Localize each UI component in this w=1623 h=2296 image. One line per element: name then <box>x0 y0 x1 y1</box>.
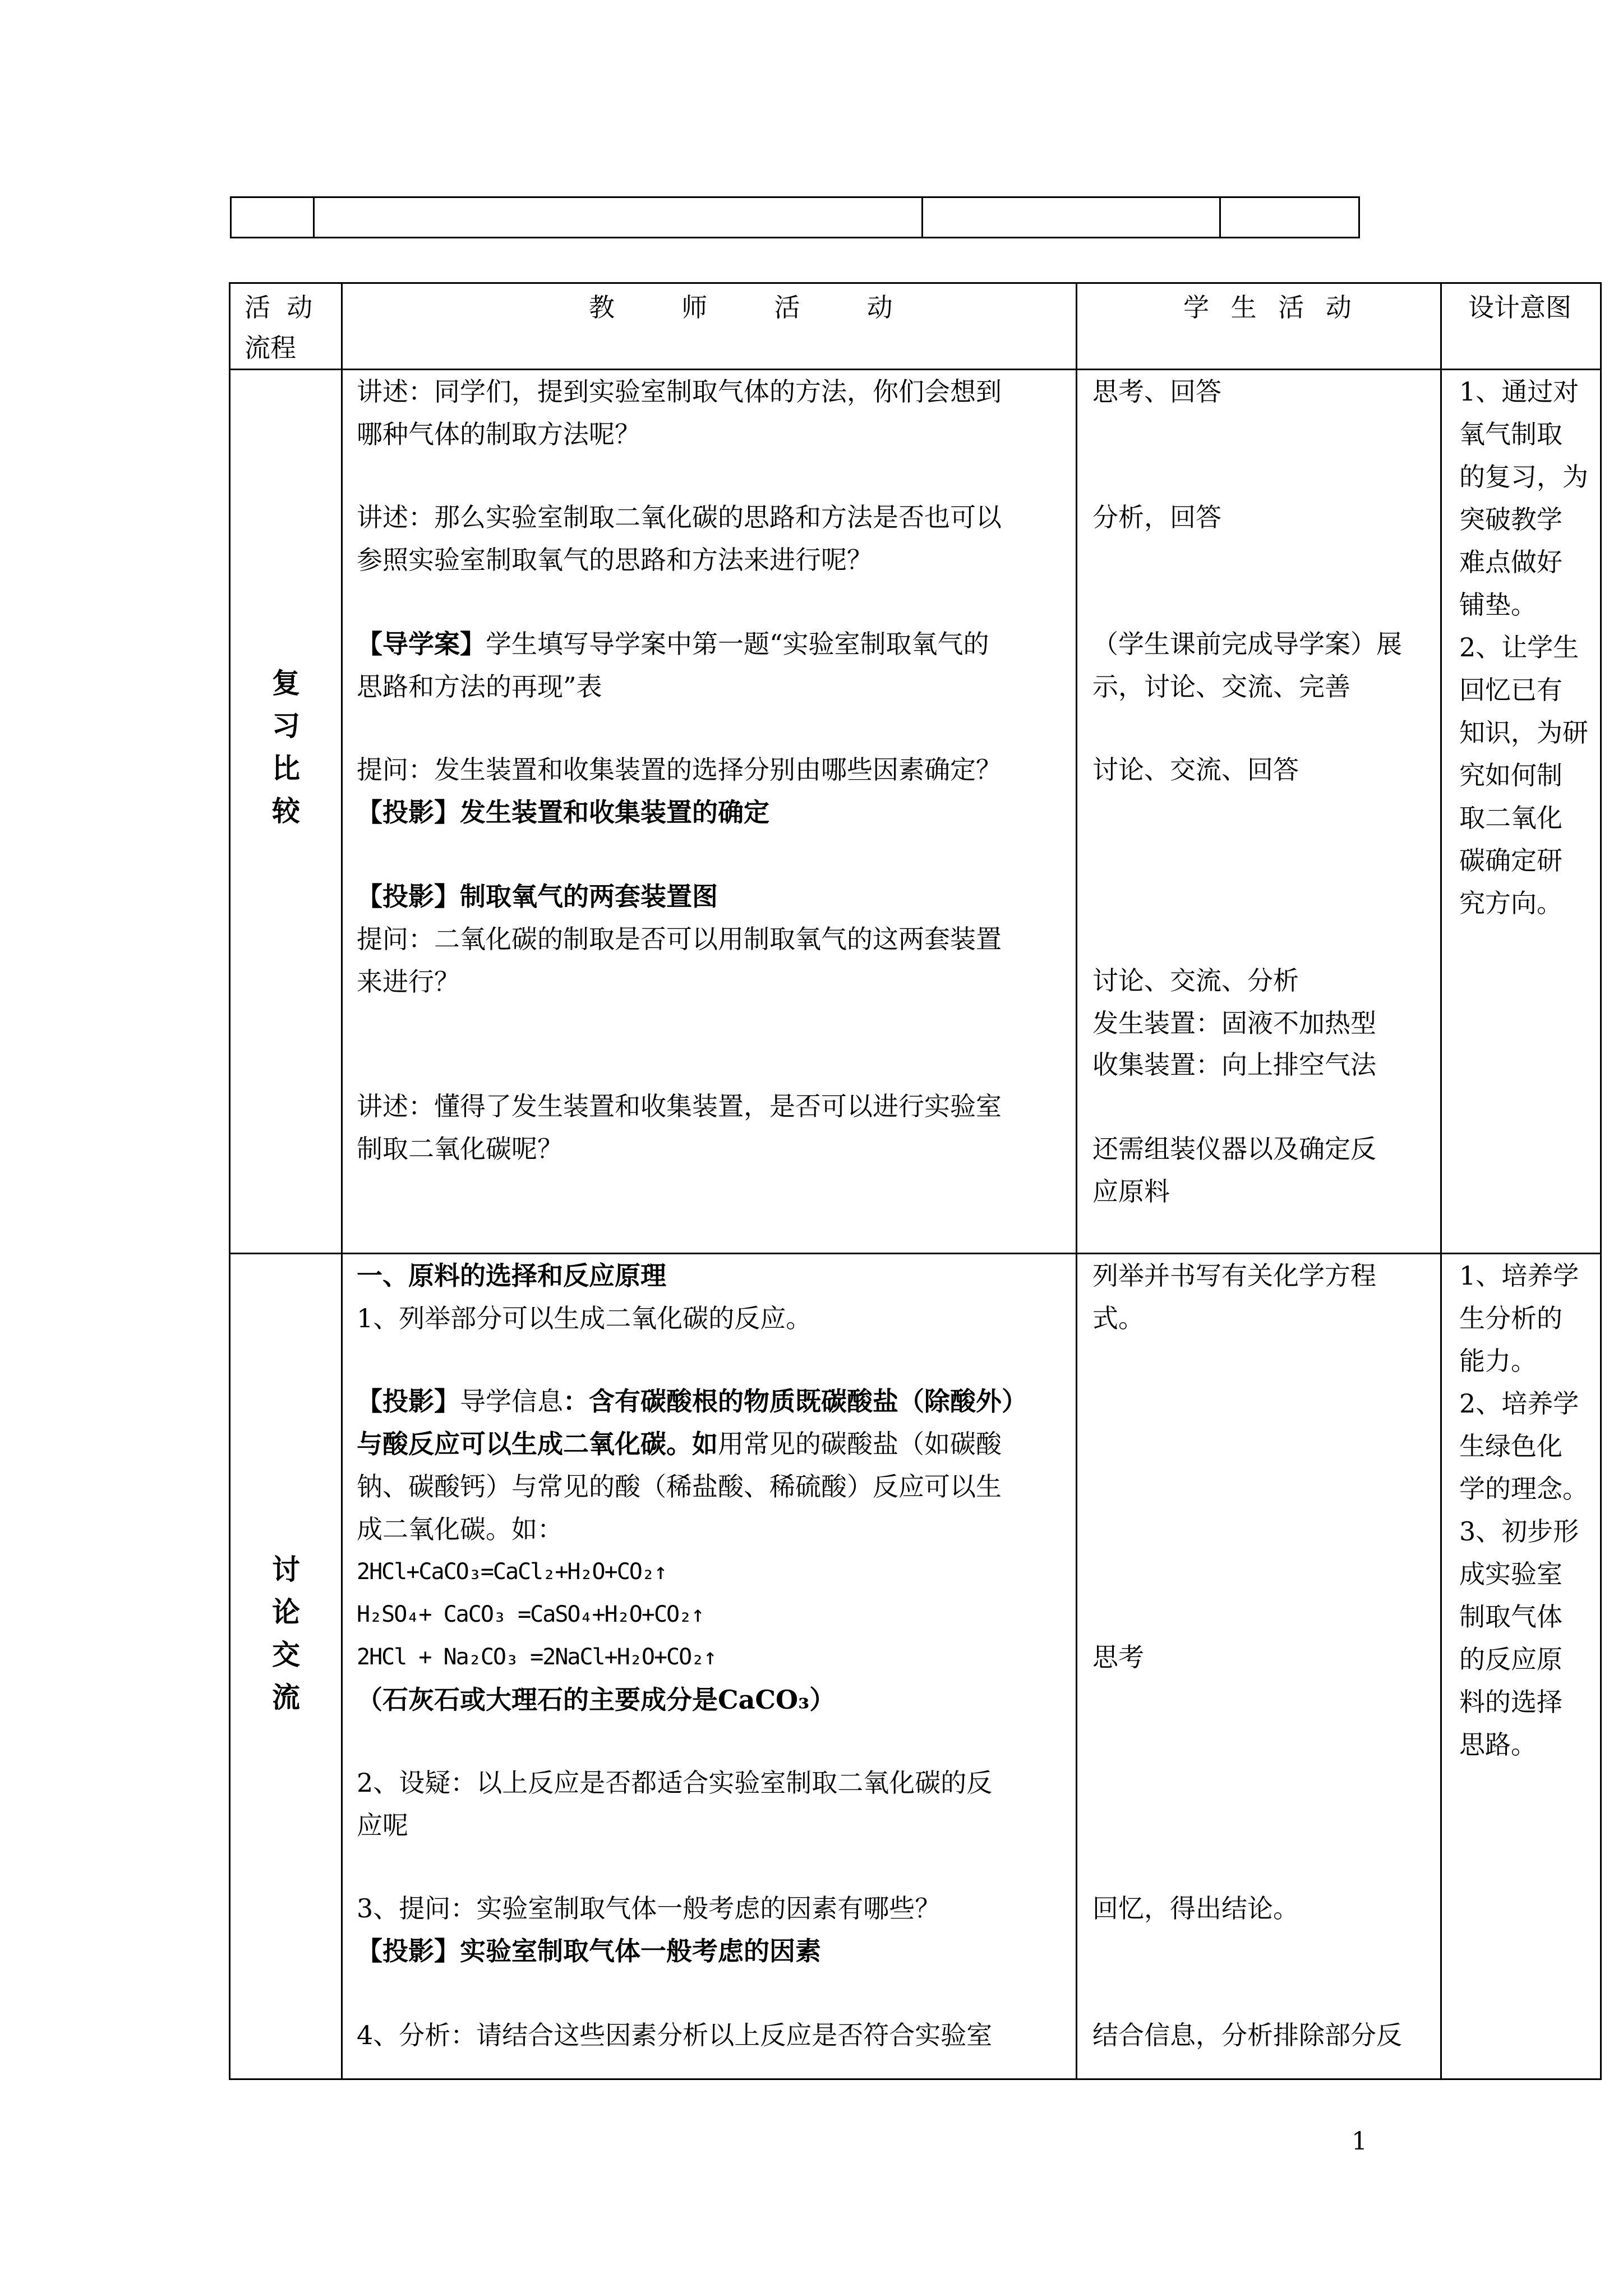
s1-student-line: 示，讨论、交流、完善 <box>1092 671 1350 702</box>
s2-heading: 一、原料的选择和反应原理 <box>357 1260 666 1291</box>
s1-student-line: 思考、回答 <box>1092 376 1221 407</box>
s1-student-line: （学生课前完成导学案）展 <box>1092 629 1402 659</box>
s2-equation: 2HCl+CaCO₃=CaCl₂+H₂O+CO₂↑ <box>357 1559 667 1585</box>
s1-teacher-line: 提问：二氧化碳的制取是否可以用制取氧气的这两套装置 <box>357 924 1002 954</box>
section2-title: 讨 论 交 流 <box>272 1553 300 1714</box>
top-table-border <box>230 237 1360 238</box>
s1-student-line: 收集装置：向上排空气法 <box>1092 1050 1376 1080</box>
s1-teacher-line: 讲述：懂得了发生装置和收集装置，是否可以进行实验室 <box>357 1091 1002 1121</box>
s1-student-line: 讨论、交流、回答 <box>1092 754 1299 785</box>
s1-student-line: 发生装置：固液不加热型 <box>1092 1008 1376 1038</box>
s2-student-line: 思考 <box>1092 1642 1144 1672</box>
s2-equation: 2HCl + Na₂CO₃ =2NaCl+H₂O+CO₂↑ <box>357 1644 716 1670</box>
s1-teacher-line: 【导学案】学生填写导学案中第一题“实验室制取氧气的 <box>357 629 989 659</box>
main-table-border <box>229 282 230 2080</box>
main-table-border <box>229 282 1602 284</box>
s2-item1: 1、列举部分可以生成二氧化碳的反应。 <box>357 1303 812 1333</box>
s2-item2: 应呢 <box>357 1810 408 1841</box>
s2-item3-projection: 【投影】实验室制取气体一般考虑的因素 <box>357 1936 821 1966</box>
s1-intent: 1、通过对 氧气制取 的复习，为 突破教学 难点做好 铺垫。 2、让学生 回忆已有 知识，为研 究如何制 取二氧化 碳确定研 究方向。 <box>1459 376 1588 918</box>
top-table-border <box>1358 196 1360 238</box>
s1-teacher-line: 【投影】发生装置和收集装置的确定 <box>357 797 769 827</box>
s1-student-line: 应原料 <box>1092 1176 1170 1207</box>
s1-teacher-line: 思路和方法的再现”表 <box>357 671 602 702</box>
s1-teacher-line: 参照实验室制取氧气的思路和方法来进行呢？ <box>357 545 873 575</box>
top-table-border <box>230 196 1360 198</box>
top-table-border <box>313 196 315 238</box>
header-activity: 活 动 <box>245 292 313 323</box>
s1-teacher-line: 【投影】制取氧气的两套装置图 <box>357 881 718 912</box>
s1-teacher-line: 哪种气体的制取方法呢？ <box>357 419 640 449</box>
top-table-border <box>1219 196 1221 238</box>
s2-projection-line: 钠、碳酸钙）与常见的酸（稀盐酸、稀硫酸）反应可以生 <box>357 1471 1002 1502</box>
s2-item3: 3、提问：实验室制取气体一般考虑的因素有哪些？ <box>357 1893 941 1924</box>
header-flow: 流程 <box>245 333 296 363</box>
s1-student-line: 分析，回答 <box>1092 502 1221 532</box>
top-table-border <box>230 196 232 238</box>
s2-student-line: 列举并书写有关化学方程 <box>1092 1260 1376 1291</box>
s2-equation: H₂SO₄+ CaCO₃ =CaSO₄+H₂O+CO₂↑ <box>357 1602 704 1627</box>
s2-student-line: 回忆，得出结论。 <box>1092 1893 1299 1924</box>
main-table-border <box>1076 282 1077 2080</box>
s1-student-line: 还需组装仪器以及确定反 <box>1092 1134 1376 1164</box>
main-table-border <box>341 282 343 2080</box>
s1-teacher-line: 来进行？ <box>357 967 460 997</box>
main-table-border <box>1600 282 1602 2080</box>
main-table-border <box>229 2078 1602 2080</box>
s1-teacher-line: 制取二氧化碳呢？ <box>357 1134 563 1164</box>
s2-student-line: 式。 <box>1092 1303 1144 1333</box>
s2-projection-line: 与酸反应可以生成二氧化碳。如用常见的碳酸盐（如碳酸 <box>357 1429 1002 1459</box>
section1-title: 复 习 比 较 <box>272 666 300 827</box>
s1-student-line: 讨论、交流、分析 <box>1092 965 1299 996</box>
header-student: 学 生 活 动 <box>1183 292 1358 323</box>
s1-teacher-line: 讲述：那么实验室制取二氧化碳的思路和方法是否也可以 <box>357 502 1002 532</box>
s2-note: （石灰石或大理石的主要成分是CaCO₃） <box>357 1685 836 1715</box>
s1-teacher-line: 提问：发生装置和收集装置的选择分别由哪些因素确定？ <box>357 754 1002 785</box>
s2-item4: 4、分析：请结合这些因素分析以上反应是否符合实验室 <box>357 2020 993 2050</box>
header-teacher: 教 师 活 动 <box>589 292 910 323</box>
main-table-border <box>1440 282 1442 2080</box>
page-number: 1 <box>1352 2127 1367 2156</box>
s2-projection-line: 成二氧化碳。如： <box>357 1514 563 1544</box>
top-table-border <box>921 196 923 238</box>
header-intent: 设计意图 <box>1468 292 1571 323</box>
s2-intent: 1、培养学 生分析的 能力。 2、培养学 生绿色化 学的理念。 3、初步形 成实验室 制取气体 的反应原 料的选择 思路。 <box>1459 1260 1588 1760</box>
s2-student-line: 结合信息，分析排除部分反 <box>1092 2020 1402 2050</box>
s2-projection-line: 【投影】导学信息：含有碳酸根的物质既碳酸盐（除酸外） <box>357 1386 1027 1416</box>
s1-teacher-line: 讲述：同学们，提到实验室制取气体的方法，你们会想到 <box>357 376 1002 407</box>
s2-item2: 2、设疑：以上反应是否都适合实验室制取二氧化碳的反 <box>357 1768 993 1798</box>
